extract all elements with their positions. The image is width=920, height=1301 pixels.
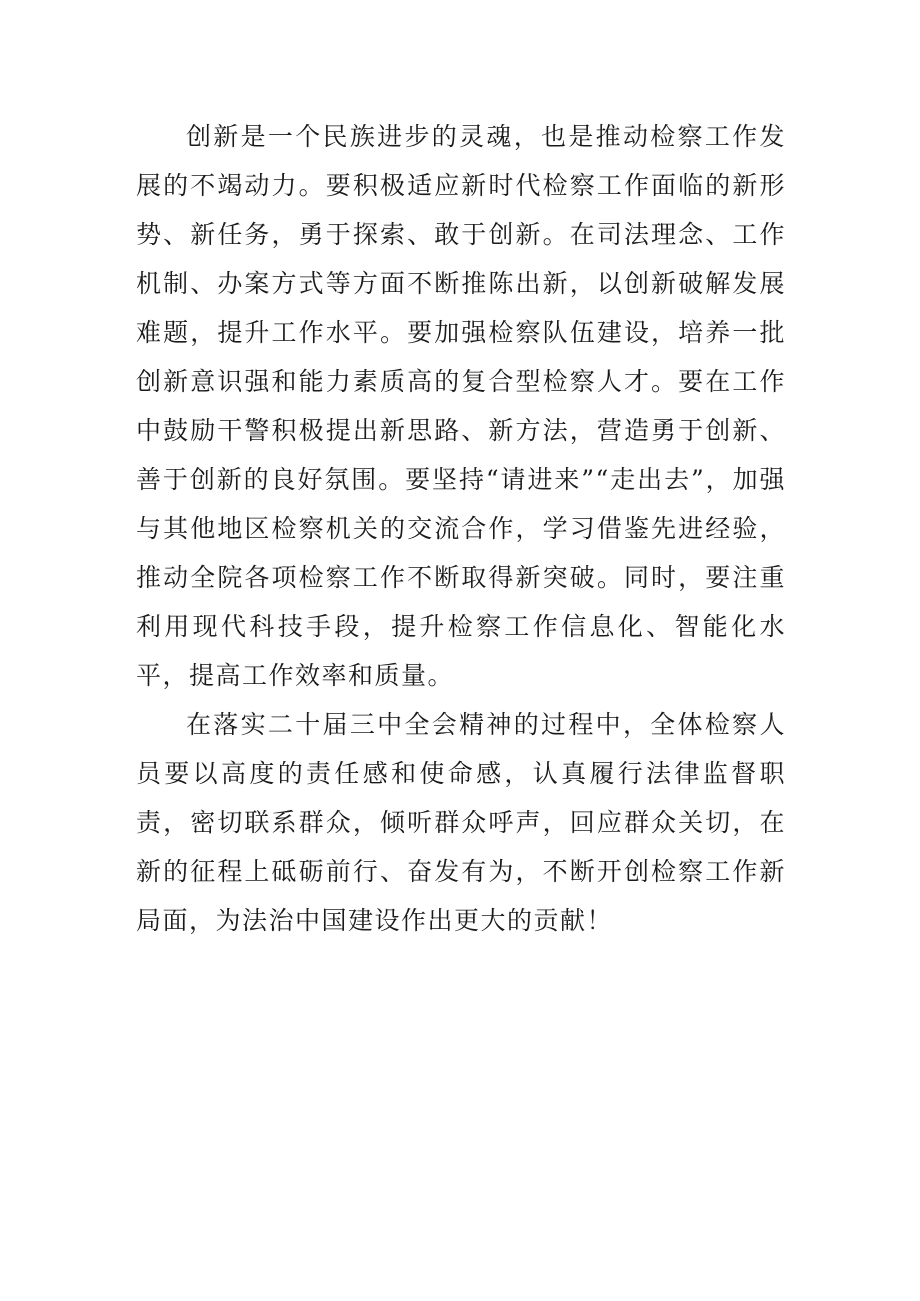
paragraph-conclusion: 在落实二十届三中全会精神的过程中，全体检察人员要以高度的责任感和使命感，认真履行法律监督职责，密切联系群众，倾听群众呼声，回应群众关切，在新的征程上砥砺前行、奋发有为，不断开创检察工作新局面，为法治中国建设作出更大的贡献！	[136, 710, 786, 935]
paragraph-innovation: 创新是一个民族进步的灵魂，也是推动检察工作发展的不竭动力。要积极适应新时代检察工作面临的新形势、新任务，勇于探索、敢于创新。在司法理念、工作机制、办案方式等方面不断推陈出新，以创新破解发展难题，提升工作水平。要加强检察队伍建设，培养一批创新意识强和能力素质高的复合型检察人才。要在工作中鼓励干警积极提出新思路、新方法，营造勇于创新、善于创新的良好氛围。要坚持“请进来”“走出去”，加强与其他地区检察机关的交流合作，学习借鉴先进经验，推动全院各项检察工作不断取得新突破。同时，要注重利用现代科技手段，提升检察工作信息化、智能化水平，提高工作效率和质量。	[136, 122, 787, 690]
document-body	[136, 112, 786, 945]
